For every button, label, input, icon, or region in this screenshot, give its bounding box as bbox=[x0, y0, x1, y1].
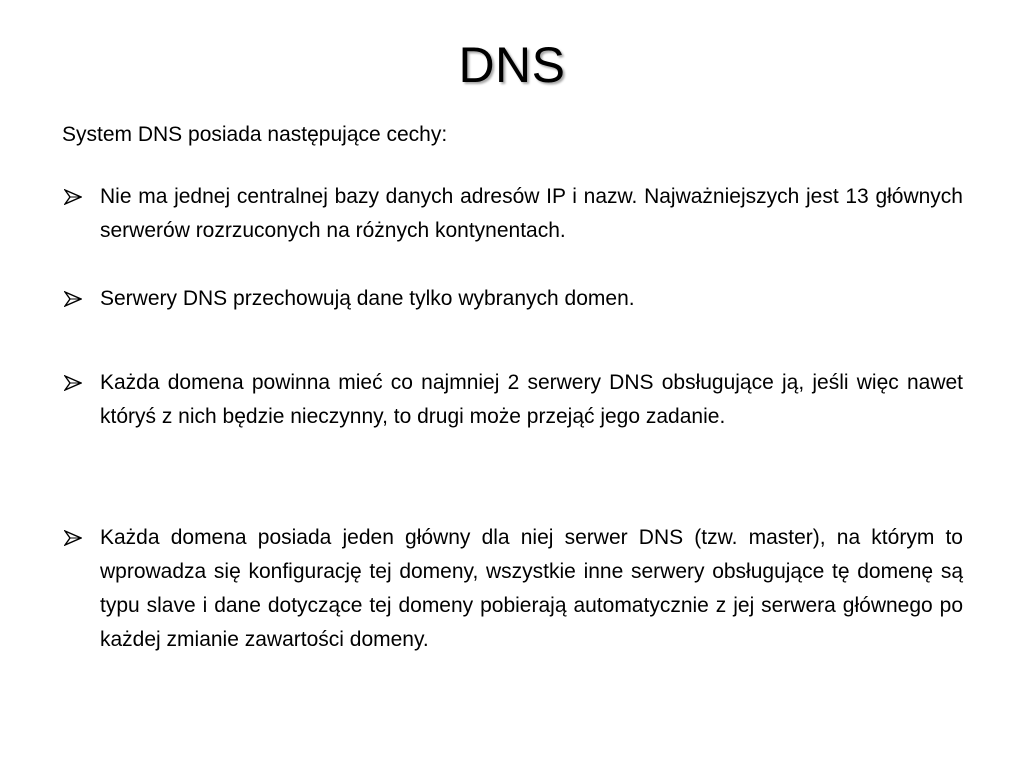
arrowhead-bullet-icon bbox=[62, 521, 86, 555]
bullet-text: Każda domena posiada jeden główny dla niej serwer DNS (tzw. master), na którym to wprowadza się konfigurację tej domeny, wszystkie inne serwery obsługujące tę domenę są typu slave i dane dotyczące tej domeny pobierają automatycznie z jej serwera głównego po każdej zmianie zawartości domeny. bbox=[100, 526, 963, 651]
intro-text: System DNS posiada następujące cechy: bbox=[62, 123, 448, 146]
slide-title: DNS bbox=[458, 37, 566, 93]
arrowhead-bullet-icon bbox=[62, 366, 86, 400]
bullet-item bbox=[62, 521, 963, 657]
bullet-text: Nie ma jednej centralnej bazy danych adresów IP i nazw. Najważniejszych jest 13 głównych serwerów rozrzuconych na różnych kontynentach. bbox=[100, 185, 963, 242]
bullet-text: Każda domena powinna mieć co najmniej 2 serwery DNS obsługujące ją, jeśli więc nawet któryś z nich będzie nieczynny, to drugi może przejąć jego zadanie. bbox=[100, 371, 963, 428]
arrowhead-bullet-icon bbox=[62, 180, 86, 214]
bullet-item bbox=[62, 366, 963, 434]
bullet-item bbox=[62, 282, 963, 316]
bullet-text: Serwery DNS przechowują dane tylko wybranych domen. bbox=[100, 287, 635, 310]
bullet-item bbox=[62, 180, 963, 248]
arrowhead-bullet-icon bbox=[62, 282, 86, 316]
